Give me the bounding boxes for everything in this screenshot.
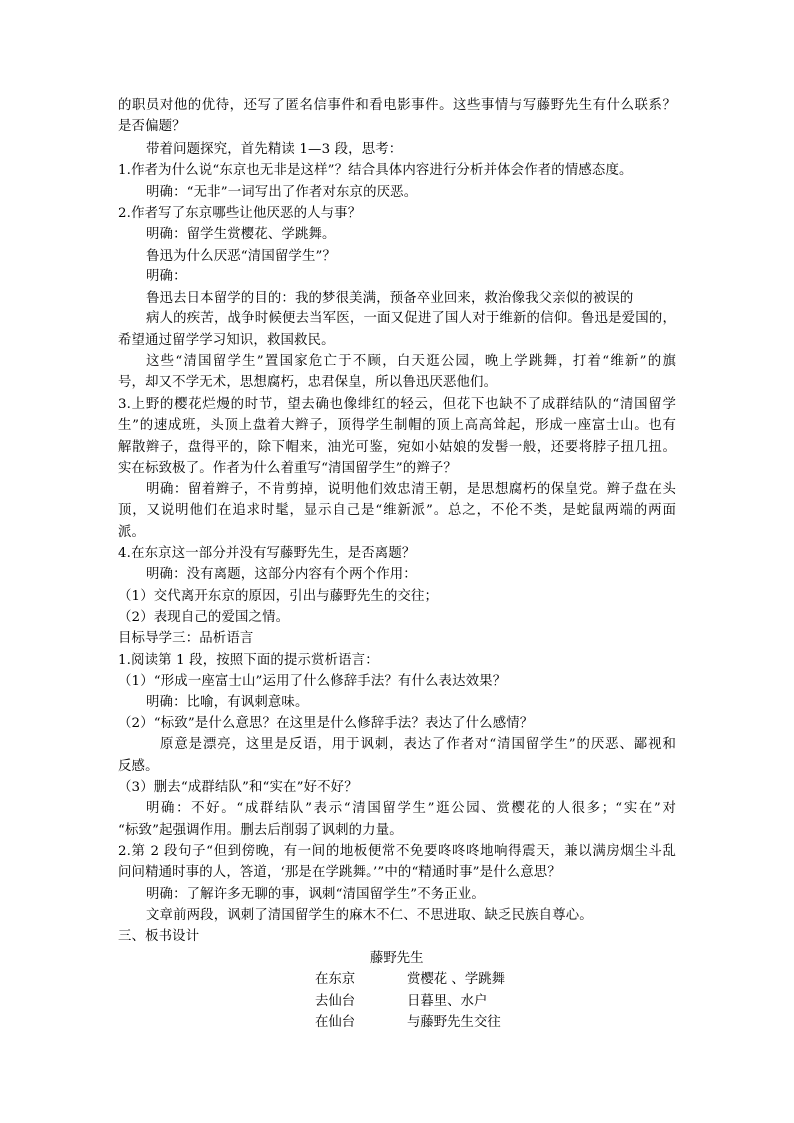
question-heading: 1.作者为什么说“东京也无非是这样”？结合具体内容进行分析并体会作者的情感态度。 — [118, 163, 633, 178]
board-row-label: 去仙台 — [315, 994, 356, 1009]
list-item: （1）交代离开东京的原因，引出与藤野先生的交往； — [118, 589, 439, 604]
board-row-label: 在东京 — [315, 972, 356, 987]
list-item: （3）删去“成群结队”和“实在”好不好？ — [118, 780, 358, 795]
text-line: 派。 — [118, 525, 146, 540]
board-row-value: 与藤野先生交往 — [407, 1015, 501, 1030]
text-line: 问问精通时事的人，答道，‘那是在学跳舞。’”中的“精通时事”是什么意思？ — [118, 865, 561, 880]
text-line: 病人的疾苦，战争时候便去当军医，一面又促进了国人对于维新的信仰。鲁迅是爱国的， — [146, 311, 676, 326]
list-item: （2）“标致”是什么意思？在这里是什么修辞手法？表达了什么感情？ — [118, 716, 534, 731]
list-item: （1）“形成一座富士山”运用了什么修辞手法？有什么表达效果？ — [118, 674, 507, 689]
text-line: 文章前两段，讽刺了清国留学生的麻木不仁、不思进取、缺乏民族自尊心。 — [146, 908, 593, 923]
text-line: 号，却又不学无术，思想腐朽，忠君保皇，所以鲁迅厌恶他们。 — [118, 375, 498, 390]
text-line: 带着问题探究，首先精读 1—3 段，思考： — [146, 142, 403, 157]
question-heading: 3.上野的樱花烂熳的时节，望去确也像绯红的轻云，但花下也缺不了成群结队的“清国留学 — [118, 397, 676, 412]
board-row-label: 在仙台 — [315, 1015, 356, 1030]
answer-line: 明确：留着辫子，不肯剪掉，说明他们效忠清王朝，是思想腐朽的保皇党。辫子盘在头 — [146, 482, 676, 497]
text-line: 的职员对他的优待，还写了匿名信事件和看电影事件。这些事情与写藤野先生有什么联系？ — [118, 98, 676, 113]
question-heading: 1.阅读第 1 段，按照下面的提示赏析语言： — [118, 653, 379, 668]
answer-line: 明确：留学生赏樱花、学跳舞。 — [146, 227, 336, 242]
section-heading: 目标导学三：品析语言 — [118, 631, 254, 646]
answer-line: 明确：了解许多无聊的事，讽刺“清国留学生”不务正业。 — [146, 887, 485, 902]
list-item: （2）表现自己的爱国之情。 — [118, 610, 290, 625]
text-line: 原意是漂亮，这里是反语，用于讽刺，表达了作者对“清国留学生”的厌恶、鄙视和 — [160, 737, 676, 752]
answer-line: 明确： — [146, 269, 187, 284]
answer-line: 明确：比喻，有讽刺意味。 — [146, 695, 309, 710]
question-heading: 2.作者写了东京哪些让他厌恶的人与事？ — [118, 206, 362, 221]
text-line: 解散辫子，盘得平的，除下帽来，油光可鉴，宛如小姑娘的发髻一般，还要将脖子扭几扭。 — [118, 440, 676, 455]
text-line: 鲁迅去日本留学的目的：我的梦很美满，预备卒业回来，救治像我父亲似的被误的 — [146, 291, 634, 306]
question-heading: 2.第 2 段句子“但到傍晚，有一间的地板便常不免要咚咚咚地响得震天，兼以满房烟尘斗乱 — [118, 844, 676, 859]
answer-line: 明确：“无非”一词写出了作者对东京的厌恶。 — [146, 185, 418, 200]
answer-line: 明确：不好。“成群结队”表示“清国留学生”逛公园、赏樱花的人很多；“实在”对 — [146, 801, 676, 816]
section-heading: 三、板书设计 — [118, 929, 200, 944]
text-line: 反感。 — [118, 759, 159, 774]
text-line: 鲁迅为什么厌恶“清国留学生”？ — [146, 249, 337, 264]
text-line: 希望通过留学学习知识，救国救民。 — [118, 333, 335, 348]
text-line: “标致”起强调作用。删去后削弱了讽刺的力量。 — [118, 823, 403, 838]
text-line: 这些“清国留学生”置国家危亡于不顾，白天逛公园，晚上学跳舞，打着“维新”的旗 — [146, 354, 676, 369]
text-line: 顶，又说明他们在追求时髦，显示自己是“维新派”。总之，不伦不类，是蛇鼠两端的两面 — [118, 503, 676, 518]
board-row-value: 赏樱花 、学跳舞 — [407, 972, 505, 987]
question-heading: 4.在东京这一部分并没有写藤野先生，是否离题？ — [118, 546, 416, 561]
board-row-value: 日暮里、水户 — [407, 994, 488, 1009]
text-line: 实在标致极了。作者为什么着重写“清国留学生”的辫子？ — [118, 461, 457, 476]
board-title: 藤野先生 — [370, 951, 424, 966]
text-line: 生”的速成班，头顶上盘着大辫子，顶得学生制帽的顶上高高耸起，形成一座富士山。也有 — [118, 418, 676, 433]
answer-line: 明确：没有离题，这部分内容有个两个作用： — [146, 567, 417, 582]
text-line: 是否偏题？ — [118, 119, 186, 134]
